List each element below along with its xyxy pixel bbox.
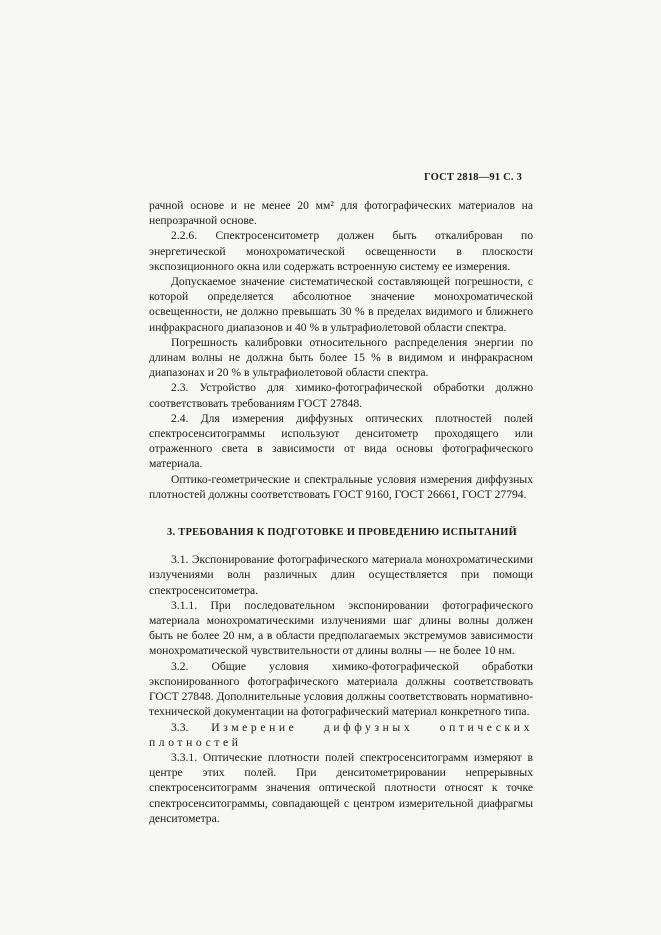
paragraph-calibration-error: Погрешность калибровки относительного распределения энергии по длинам волны не должна быть более 15 % в видимом и инфракрасном диапазонах и 20 % в ультрафиолетовой области спектра. <box>149 335 533 380</box>
section-3-heading: 3. ТРЕБОВАНИЯ К ПОДГОТОВКЕ И ПРОВЕДЕНИЮ ИСПЫТАНИЙ <box>167 527 518 539</box>
paragraph-2-2-6: 2.2.6. Спектросенситометр должен быть откалиброван по энергетической монохроматической освещенности в плоскости экспозиционного окна или содержать встроенную систему ее измерения. <box>149 229 533 273</box>
paragraph-3-3-title: Измерение диффузных оптических плотностей <box>149 720 533 749</box>
paragraph-3-2: 3.2. Общие условия химико-фотографической обработки экспонированного фотографического материала должны соответствовать ГОСТ 27848. Дополнительные условия должны соответствовать нормативно-технической документации на фотографический материал конкретного типа. <box>149 659 533 719</box>
running-header: ГОСТ 2818—91 С. 3 <box>424 172 523 183</box>
paragraph-3-1: 3.1. Экспонирование фотографического материала монохроматическими излучениями волн различных длин осуществляется при помощи спектросенситометра. <box>149 553 533 597</box>
paragraph-2-4: 2.4. Для измерения диффузных оптических плотностей полей спектросенситограммы используют денситометр проходящего или отраженного света в зависимости от вида основы фотографического материала. <box>149 411 533 471</box>
paragraph-2-2-5-continued: рачной основе и не менее 20 мм² для фотографических материалов на непрозрачной основе. <box>149 199 533 228</box>
paragraph-3-1-1: 3.1.1. При последовательном экспонировании фотографического материала монохроматическими излучениями шаг длины волны должен быть не более 20 нм, а в области предполагаемых экстремумов зависимости монохроматической чувствительности от длины волны — не более 10 нм. <box>149 598 533 658</box>
paragraph-2-3: 2.3. Устройство для химико-фотографической обработки должно соответствовать требованиям ГОСТ 27848. <box>149 381 533 410</box>
paragraph-3-3-1: 3.3.1. Оптические плотности полей спектросенситограмм измеряют в центре этих полей. При денситометрировании непрерывных спектросенситограмм значения оптической плотности относят к точке спектросенситограммы, совпадающей с центром измерительной диафрагмы денситометра. <box>149 750 533 825</box>
page-body <box>149 198 533 826</box>
paragraph-optical-conditions: Оптико-геометрические и спектральные условия измерения диффузных плотностей должны соответствовать ГОСТ 9160, ГОСТ 26661, ГОСТ 27794. <box>149 472 533 501</box>
paragraph-3-3-number: 3.3. <box>171 720 189 734</box>
paragraph-systematic-error: Допускаемое значение систематической составляющей погрешности, с которой определяется абсолютное значение монохроматической освещенности, не должно превышать 30 % в пределах видимого и ближнего инфракрасного диапазонов и 40 % в ультрафиолетовой области спектра. <box>149 275 533 334</box>
paragraph-3-3 <box>149 720 533 750</box>
